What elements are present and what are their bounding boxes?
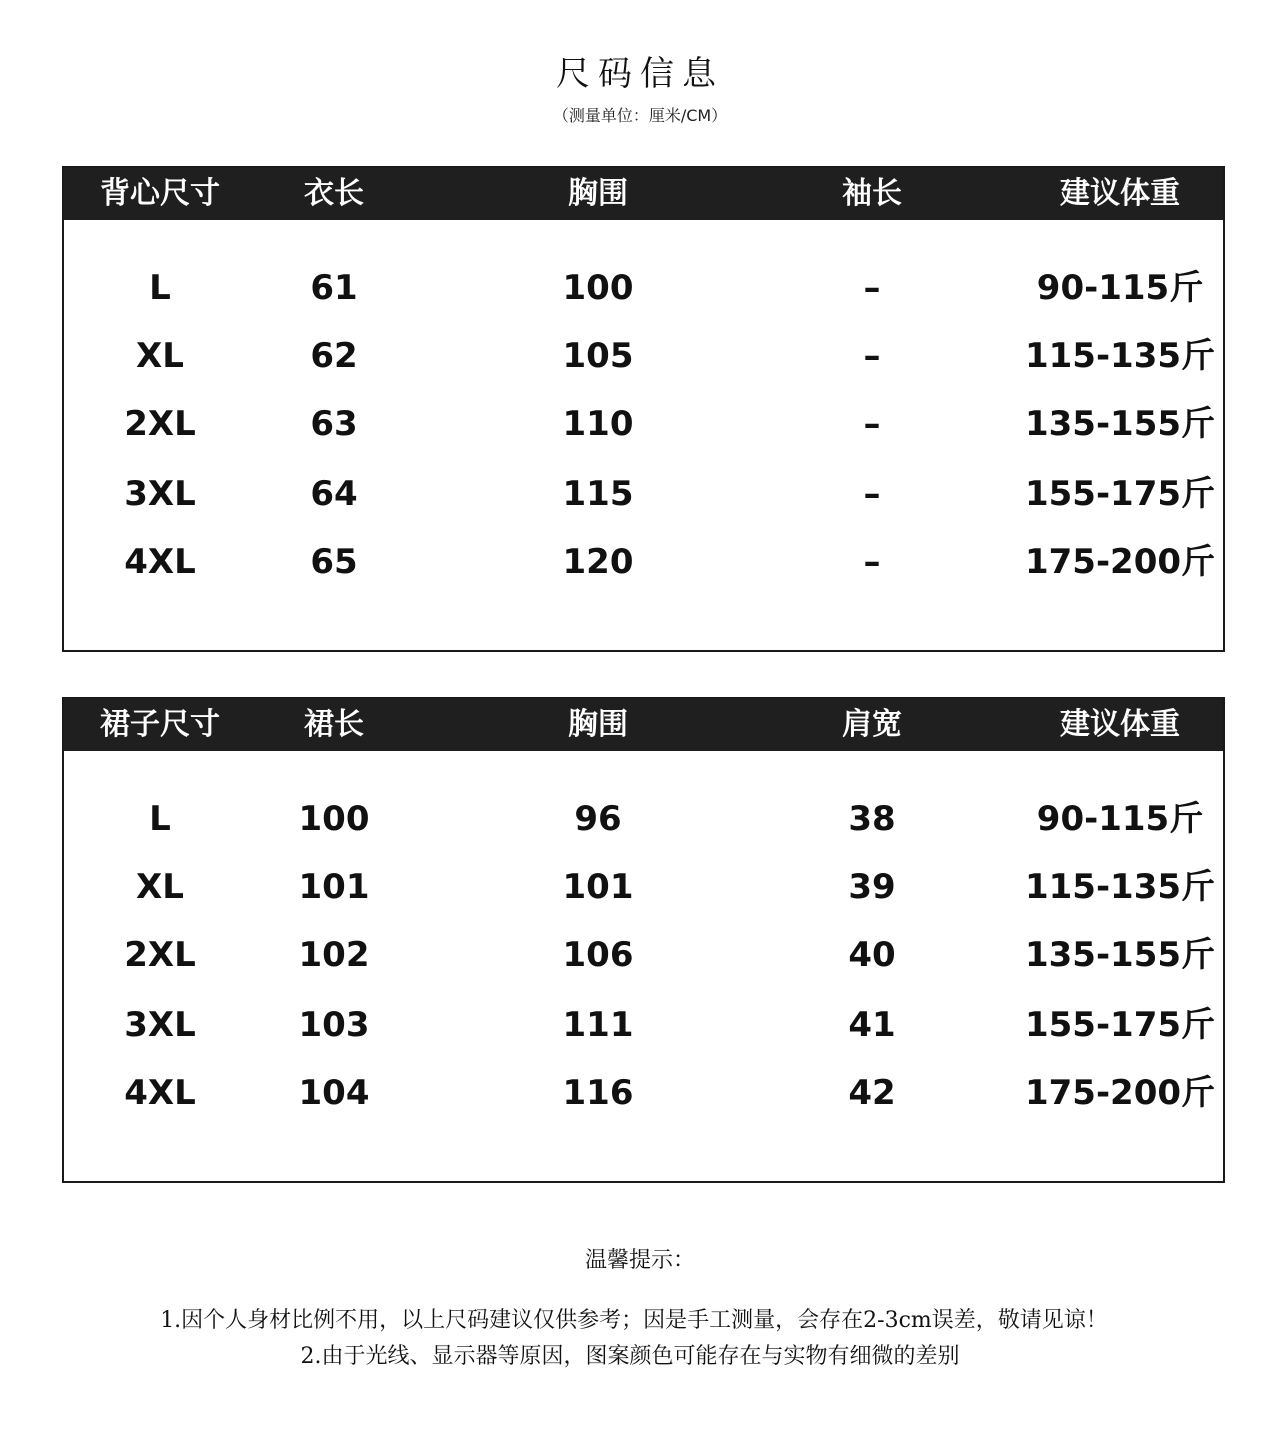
chest-cell: 101	[562, 867, 634, 907]
page-title: 尺码信息	[556, 54, 724, 94]
size-cell: L	[149, 268, 171, 308]
size-cell: 2XL	[124, 935, 196, 975]
weight-cell: 175-200斤	[1024, 542, 1216, 582]
weight-cell: 175-200斤	[1024, 1073, 1216, 1113]
chest-cell: 96	[574, 799, 622, 839]
chest-cell: 116	[562, 1073, 634, 1113]
notes-title: 温馨提示：	[584, 1248, 695, 1273]
table-row	[64, 789, 1223, 849]
header-cell: 建议体重	[1060, 707, 1180, 742]
weight-cell: 115-135斤	[1024, 336, 1216, 376]
length-cell: 64	[310, 474, 358, 514]
vest-table-header	[64, 168, 1223, 220]
shoulder-cell: 40	[848, 935, 896, 975]
length-cell: 65	[310, 542, 358, 582]
weight-cell: 90-115斤	[1036, 799, 1204, 839]
size-cell: 4XL	[124, 542, 196, 582]
table-row	[64, 857, 1223, 917]
length-cell: 61	[310, 268, 358, 308]
chest-cell: 105	[562, 336, 634, 376]
size-cell: 2XL	[124, 404, 196, 444]
size-cell: 3XL	[124, 474, 196, 514]
sleeve-cell: –	[863, 336, 881, 376]
shoulder-cell: 42	[848, 1073, 896, 1113]
header-cell: 肩宽	[842, 707, 902, 742]
header-cell: 胸围	[568, 707, 628, 742]
sleeve-cell: –	[863, 542, 881, 582]
page-subtitle: （测量单位：厘米/CM）	[552, 106, 728, 125]
header-cell: 裙长	[304, 707, 364, 742]
vest-size-table	[62, 166, 1225, 652]
table-row	[64, 258, 1223, 318]
shoulder-cell: 39	[848, 867, 896, 907]
weight-cell: 90-115斤	[1036, 268, 1204, 308]
size-cell: L	[149, 799, 171, 839]
length-cell: 101	[298, 867, 370, 907]
chest-cell: 110	[562, 404, 634, 444]
size-cell: XL	[136, 867, 184, 907]
header-cell: 袖长	[842, 176, 902, 211]
header-cell: 建议体重	[1060, 176, 1180, 211]
size-cell: XL	[136, 336, 184, 376]
length-cell: 102	[298, 935, 370, 975]
chest-cell: 120	[562, 542, 634, 582]
skirt-size-table	[62, 697, 1225, 1183]
table-row	[64, 464, 1223, 524]
sleeve-cell: –	[863, 268, 881, 308]
table-row	[64, 925, 1223, 985]
length-cell: 104	[298, 1073, 370, 1113]
header-cell: 裙子尺寸	[100, 707, 220, 742]
chest-cell: 111	[562, 1005, 634, 1045]
note-item: 1.因个人身材比例不用，以上尺码建议仅供参考；因是手工测量，会存在2-3cm误差，敬请见谅！	[160, 1308, 1108, 1333]
shoulder-cell: 38	[848, 799, 896, 839]
sleeve-cell: –	[863, 404, 881, 444]
sleeve-cell: –	[863, 474, 881, 514]
chest-cell: 106	[562, 935, 634, 975]
table-row	[64, 532, 1223, 592]
table-row	[64, 1063, 1223, 1123]
table-row	[64, 995, 1223, 1055]
length-cell: 100	[298, 799, 370, 839]
table-row	[64, 326, 1223, 386]
length-cell: 63	[310, 404, 358, 444]
weight-cell: 155-175斤	[1024, 474, 1216, 514]
weight-cell: 135-155斤	[1024, 935, 1216, 975]
weight-cell: 135-155斤	[1024, 404, 1216, 444]
size-cell: 4XL	[124, 1073, 196, 1113]
header-cell: 胸围	[568, 176, 628, 211]
length-cell: 103	[298, 1005, 370, 1045]
weight-cell: 155-175斤	[1024, 1005, 1216, 1045]
table-row	[64, 394, 1223, 454]
chest-cell: 100	[562, 268, 634, 308]
size-cell: 3XL	[124, 1005, 196, 1045]
shoulder-cell: 41	[848, 1005, 896, 1045]
header-cell: 背心尺寸	[100, 176, 220, 211]
weight-cell: 115-135斤	[1024, 867, 1216, 907]
chest-cell: 115	[562, 474, 634, 514]
length-cell: 62	[310, 336, 358, 376]
note-item: 2.由于光线、显示器等原因，图案颜色可能存在与实物有细微的差别	[300, 1344, 960, 1369]
header-cell: 衣长	[304, 176, 364, 211]
skirt-table-header	[64, 699, 1223, 751]
